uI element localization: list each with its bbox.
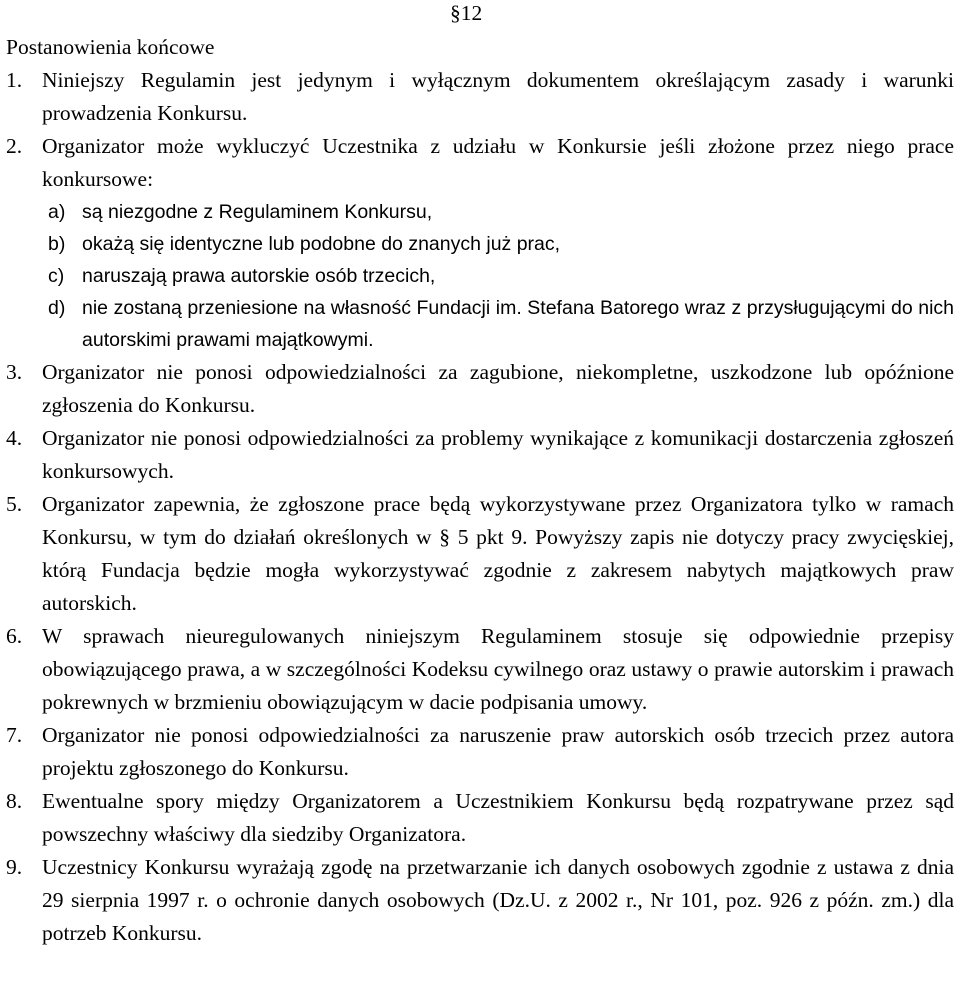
item-text: Organizator nie ponosi odpowiedzialności za problemy wynikające z komunikacji dostarczenia zgłoszeń konkursowych.: [42, 426, 954, 483]
sublist-item: [6, 228, 954, 260]
list-item: [6, 356, 954, 422]
sublist: [6, 196, 954, 356]
sublist-text: naruszają prawa autorskie osób trzecich,: [82, 265, 436, 287]
sublist-text: nie zostaną przeniesione na własność Fundacji im. Stefana Batorego wraz z przysługującymi do nich autorskimi prawami majątkowymi.: [82, 297, 954, 351]
sublist-text: są niezgodne z Regulaminem Konkursu,: [82, 201, 433, 223]
item-number: 1.: [6, 68, 23, 92]
section-number: §12: [450, 1, 483, 25]
item-number: 2.: [6, 134, 23, 158]
item-text: W sprawach nieuregulowanych niniejszym Regulaminem stosuje się odpowiednie przepisy obowiązującego prawa, a w szczególności Kodeksu cywilnego oraz ustawy o prawie autorskim i prawach pokrewnych w brzmieniu obowiązującym w dacie podpisania umowy.: [42, 624, 954, 714]
item-number: 9.: [6, 855, 23, 879]
sublist-letter: a): [48, 201, 66, 223]
list-item: [6, 785, 954, 851]
item-text: Niniejszy Regulamin jest jedynym i wyłącznym dokumentem określającym zasady i warunki prowadzenia Konkursu.: [42, 68, 954, 125]
sublist-letter: d): [48, 297, 66, 319]
item-number: 4.: [6, 426, 23, 450]
list-item: [6, 422, 954, 488]
section-heading: Postanowienia końcowe: [6, 35, 215, 59]
sublist-item: [6, 292, 954, 356]
item-text: Ewentualne spory między Organizatorem a Uczestnikiem Konkursu będą rozpatrywane przez sąd powszechny właściwy dla siedziby Organizatora.: [42, 789, 954, 846]
item-number: 3.: [6, 360, 23, 384]
sublist-text: okażą się identyczne lub podobne do znanych już prac,: [82, 233, 561, 255]
list-item: [6, 488, 954, 620]
item-number: 5.: [6, 492, 23, 516]
list-item: [6, 64, 954, 130]
list-item: [6, 620, 954, 719]
sublist-item: [6, 260, 954, 292]
item-number: 8.: [6, 789, 23, 813]
list-item: [6, 851, 954, 950]
list-item: [6, 719, 954, 785]
provisions-list: [6, 64, 954, 950]
list-item: [6, 130, 954, 196]
item-text: Uczestnicy Konkursu wyrażają zgodę na przetwarzanie ich danych osobowych zgodnie z ustawa z dnia 29 sierpnia 1997 r. o ochronie danych osobowych (Dz.U. z 2002 r., Nr 101, poz. 926 z późn. zm.) dla potrzeb Konkursu.: [42, 855, 954, 945]
item-text: Organizator nie ponosi odpowiedzialności za naruszenie praw autorskich osób trzecich przez autora projektu zgłoszonego do Konkursu.: [42, 723, 954, 780]
item-text: Organizator nie ponosi odpowiedzialności za zagubione, niekompletne, uszkodzone lub opóźnione zgłoszenia do Konkursu.: [42, 360, 954, 417]
sublist-item: [6, 196, 954, 228]
item-text: Organizator może wykluczyć Uczestnika z udziału w Konkursie jeśli złożone przez niego prace konkursowe:: [42, 134, 954, 191]
sublist-letter: c): [48, 265, 65, 287]
item-number: 6.: [6, 624, 23, 648]
item-text: Organizator zapewnia, że zgłoszone prace będą wykorzystywane przez Organizatora tylko w ramach Konkursu, w tym do działań określonych w § 5 pkt 9. Powyższy zapis nie dotyczy pracy zwycięskiej, którą Fundacja będzie mogła wykorzystywać zgodnie z zakresem nabytych majątkowych praw autorskich.: [42, 492, 954, 615]
sublist-letter: b): [48, 233, 66, 255]
item-number: 7.: [6, 723, 23, 747]
